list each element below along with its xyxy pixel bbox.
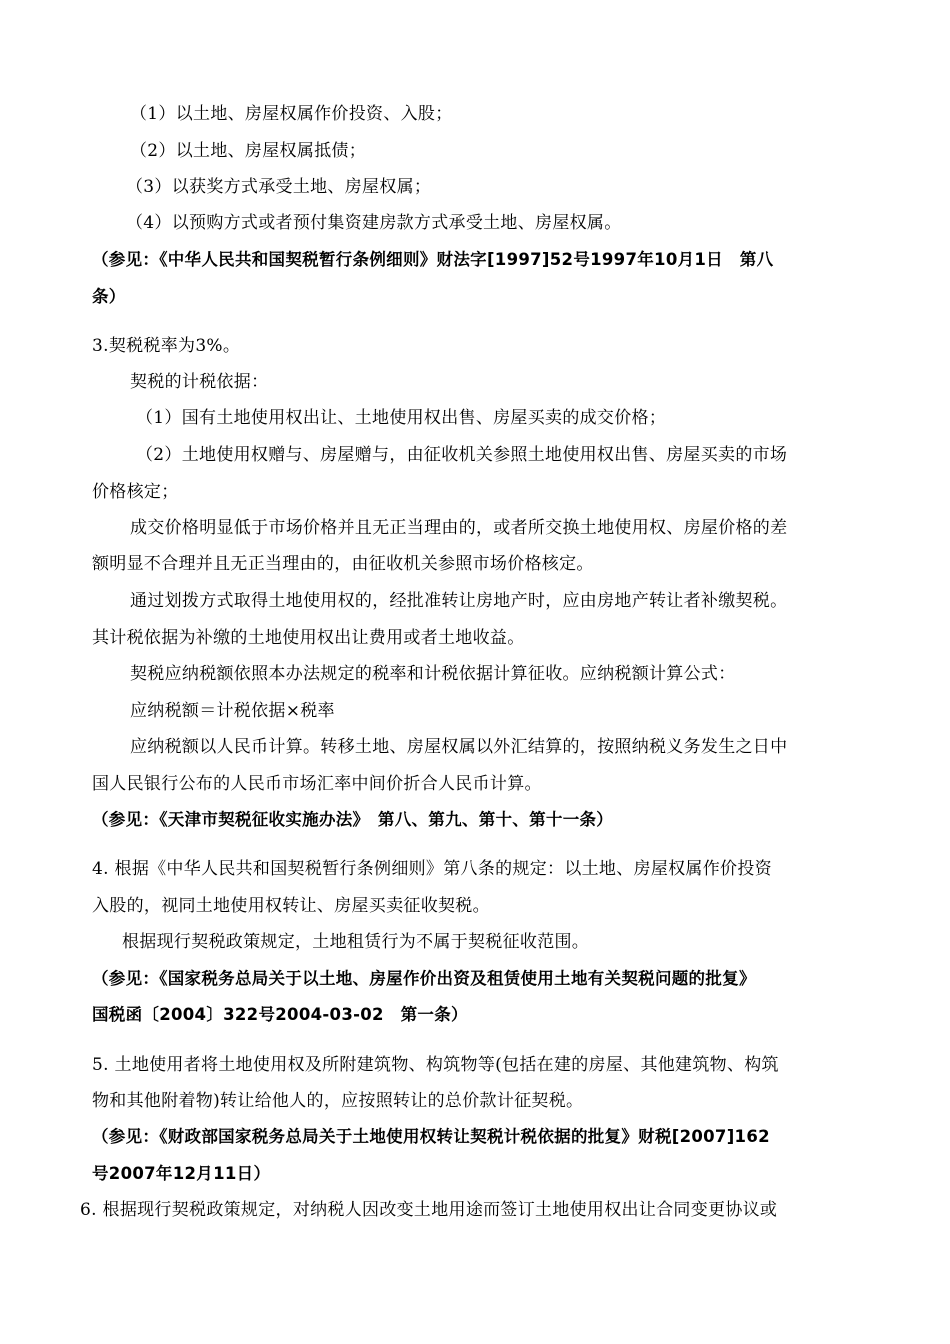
reference-citation: （参见：《天津市契税征收实施办法》 第八、第九、第十、第十一条） (92, 810, 614, 829)
paragraph-line: （1）国有土地使用权出让、土地使用权出售、房屋买卖的成交价格； (136, 408, 667, 428)
paragraph-line: （2）土地使用权赠与、房屋赠与，由征收机关参照土地使用权出售、房屋买卖的市场 (136, 445, 788, 465)
paragraph-line: 成交价格明显低于市场价格并且无正当理由的，或者所交换土地使用权、房屋价格的差 (130, 518, 788, 538)
paragraph-line: 国人民银行公布的人民币市场汇率中间价折合人民币计算。 (92, 774, 542, 794)
paragraph-line: 通过划拨方式取得土地使用权的，经批准转让房地产时，应由房地产转让者补缴契税。 (130, 591, 788, 611)
reference-citation: 条） (92, 287, 126, 306)
paragraph-line: 契税应纳税额依照本办法规定的税率和计税依据计算征收。应纳税额计算公式： (130, 664, 736, 684)
reference-citation: 国税函〔2004〕322号2004-03-02 第一条） (92, 1005, 468, 1024)
formula-line: 应纳税额＝计税依据×税率 (130, 701, 335, 721)
reference-citation: 号2007年12月11日） (92, 1164, 271, 1183)
paragraph-line: （1）以土地、房屋权属作价投资、入股； (130, 104, 453, 124)
reference-citation: （参见：《国家税务总局关于以土地、房屋作价出资及租赁使用土地有关契税问题的批复》 (92, 969, 756, 988)
paragraph-line: 价格核定； (92, 482, 179, 502)
section-heading: 3.契税税率为3%。 (92, 336, 241, 356)
section-heading: 4. 根据《中华人民共和国契税暂行条例细则》第八条的规定：以土地、房屋权属作价投资 (92, 859, 772, 879)
paragraph-line: 额明显不合理并且无正当理由的，由征收机关参照市场价格核定。 (92, 554, 594, 574)
paragraph-line: （4）以预购方式或者预付集资建房款方式承受土地、房屋权属。 (126, 213, 622, 233)
paragraph-line: 入股的，视同土地使用权转让、房屋买卖征收契税。 (92, 896, 490, 916)
paragraph-line: 物和其他附着物)转让给他人的，应按照转让的总价款计征契税。 (92, 1091, 584, 1111)
section-heading: 5. 土地使用者将土地使用权及所附建筑物、构筑物等(包括在建的房屋、其他建筑物、构筑 (92, 1055, 779, 1075)
reference-citation: （参见：《中华人民共和国契税暂行条例细则》财法字[1997]52号1997年10月1日 第八 (92, 250, 774, 269)
paragraph-line: （3）以获奖方式承受土地、房屋权属； (126, 177, 432, 197)
paragraph-line: 根据现行契税政策规定，土地租赁行为不属于契税征收范围。 (122, 932, 590, 952)
section-heading: 6. 根据现行契税政策规定，对纳税人因改变土地用途而签订土地使用权出让合同变更协议或 (80, 1200, 778, 1220)
paragraph-line: （2）以土地、房屋权属抵债； (130, 141, 367, 161)
paragraph-line: 应纳税额以人民币计算。转移土地、房屋权属以外汇结算的，按照纳税义务发生之日中 (130, 737, 788, 757)
paragraph-line: 契税的计税依据： (130, 372, 269, 392)
paragraph-line: 其计税依据为补缴的土地使用权出让费用或者土地收益。 (92, 628, 525, 648)
reference-citation: （参见：《财政部国家税务总局关于土地使用权转让契税计税依据的批复》财税[2007]162 (92, 1127, 770, 1146)
